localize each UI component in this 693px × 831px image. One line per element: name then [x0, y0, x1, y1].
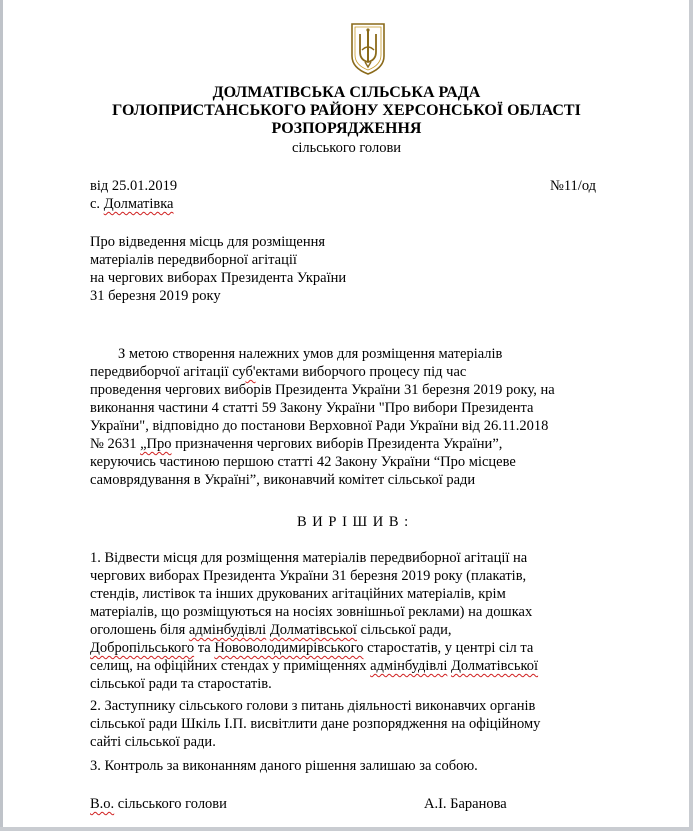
item-text: оголошень біля: [90, 622, 189, 638]
preamble-line: виконання частини 4 статті 59 Закону України "Про вибори Президента: [90, 400, 534, 416]
document-number: №11/од: [550, 178, 597, 194]
item-2-line: 2. Заступнику сільського голови з питань діяльності виконавчих органів: [90, 698, 536, 714]
document-date: від 25.01.2019: [90, 178, 178, 194]
item-text: та: [194, 640, 215, 656]
district-name: ГОЛОПРИСТАНСЬКОГО РАЙОНУ ХЕРСОНСЬКОЇ ОБЛАСТІ: [112, 102, 581, 119]
place-name: Долматівка: [103, 196, 174, 212]
preamble-line: самоврядування в Україні”, виконавчий комітет сільської ради: [90, 472, 476, 488]
preamble-text: № 2631: [90, 436, 141, 452]
item-text: Долматівської: [269, 622, 357, 638]
preamble-text: призначення чергових виборів Президента України”,: [171, 436, 503, 452]
item-text: адмінбудівлі: [370, 658, 448, 674]
document-type: РОЗПОРЯДЖЕННЯ: [271, 120, 422, 137]
preamble-line: проведення чергових виборів Президента України 31 березня 2019 року, на: [90, 382, 555, 398]
item-1-line: чергових виборах Президента України 31 березня 2019 року (плакатів,: [90, 568, 527, 584]
council-name: ДОЛМАТІВСЬКА СІЛЬСЬКА РАДА: [212, 84, 481, 101]
preamble-text: передвиборчої агітації су: [90, 364, 246, 380]
preamble-line: [90, 435, 502, 453]
item-1-line: сільської ради та старостатів.: [90, 676, 272, 692]
item-2-line: сайті сільської ради.: [90, 734, 216, 750]
signature-title: [90, 795, 227, 813]
item-1-line: 1. Відвести місця для розміщення матеріалів передвиборної агітації на: [90, 550, 528, 566]
item-1-line: [90, 639, 533, 657]
preamble-line: України", відповідно до постанови Верховної Ради України від 26.11.2018: [90, 418, 549, 434]
signature-title-abbr: В.о.: [90, 796, 115, 812]
coat-of-arms-icon: [350, 22, 386, 76]
preamble-line: [90, 363, 466, 381]
decision-word: В И Р І Ш И В :: [297, 514, 410, 530]
subject-line: на чергових виборах Президента України: [90, 270, 347, 286]
item-text: Долматівської: [450, 658, 539, 674]
subject-line: 31 березня 2019 року: [90, 288, 221, 304]
issuer-line: сільського голови: [291, 140, 402, 156]
preamble-text: „Про: [140, 436, 172, 452]
item-text: сільської ради,: [356, 622, 452, 638]
place-line: [90, 195, 173, 213]
preamble-text: б': [245, 364, 256, 380]
item-text: адмінбудівлі: [188, 622, 267, 638]
signature-title-text: сільського голови: [114, 796, 227, 812]
preamble-text: ектами виборчого процесу під час: [255, 364, 467, 380]
item-1-line: матеріалів, що розміщуються на носіях зовнішньої реклами) на дошках: [90, 604, 533, 620]
item-text: Добропільського: [90, 640, 195, 656]
item-text: Нововолодимирівського: [214, 640, 364, 656]
item-text: селищ, на офіційних стендах у приміщеннях: [90, 658, 371, 674]
subject-line: матеріалів передвиборної агітації: [90, 252, 297, 268]
preamble-line: З метою створення належних умов для розміщення матеріалів: [118, 346, 503, 362]
item-3-line: 3. Контроль за виконанням даного рішення залишаю за собою.: [90, 758, 478, 774]
subject-line: Про відведення місць для розміщення: [90, 234, 326, 250]
item-2-line: сільської ради Шкіль І.П. висвітлити дане розпорядження на офіційному: [90, 716, 541, 732]
item-1-line: стендів, листівок та інших друкованих агітаційних матеріалів, крім: [90, 586, 506, 602]
place-prefix: с.: [90, 196, 104, 212]
item-1-line: [90, 621, 452, 639]
item-1-line: [90, 657, 538, 675]
item-text: старостатів, у центрі сіл та: [363, 640, 534, 656]
preamble-line: керуючись частиною першою статті 42 Закону України “Про місцеве: [90, 454, 516, 470]
signatory-name: А.І. Баранова: [424, 796, 507, 812]
